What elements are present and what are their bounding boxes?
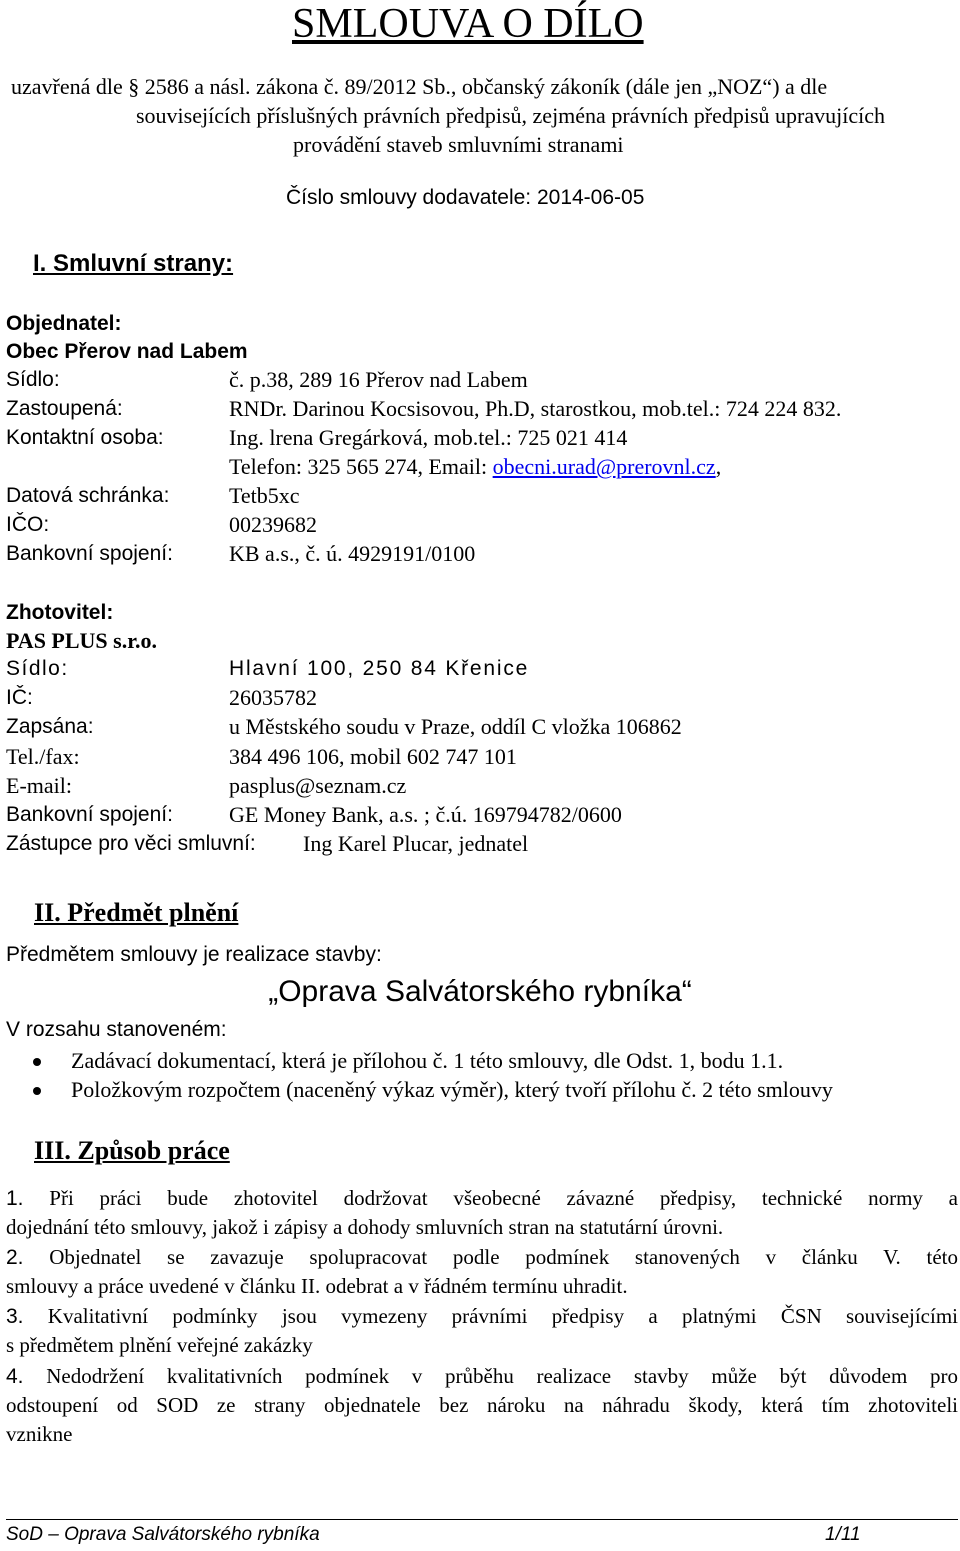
zhotovitel-bank-label: Bankovní spojení: [6,803,173,826]
footer-page-number: 1/11 [825,1524,861,1545]
email-trailing-comma: , [715,454,722,479]
paragraph-1-line-1 [6,1184,958,1213]
paragraph-4-text-1: Nedodržení kvalitativních podmínek v průběhu realizace stavby může být důvodem pro [46,1364,958,1388]
paragraph-2-number: 2. [6,1246,24,1269]
zhotovitel-sidlo-value: Hlavní 100, 250 84 Křenice [229,657,530,680]
zhotovitel-email-value: pasplus@seznam.cz [229,773,407,798]
section-3-heading: III. Způsob práce [34,1136,230,1165]
zhotovitel-label: Zhotovitel: [6,601,114,624]
zhotovitel-sidlo-label: Sídlo: [6,657,69,680]
objednatel-sidlo-value: č. p.38, 289 16 Přerov nad Labem [229,367,528,392]
paragraph-4-line-1 [6,1362,958,1391]
objednatel-zastoupena-label: Zastoupená: [6,397,123,420]
intro-line-2: souvisejících příslušných právních předpisů, zejména právních předpisů upravujících [136,103,886,128]
objednatel-name: Obec Přerov nad Labem [6,340,248,363]
objednatel-datova-label: Datová schránka: [6,484,170,507]
project-title: „Oprava Salvátorského rybníka“ [268,975,692,1008]
zhotovitel-ic-value: 26035782 [229,685,317,710]
paragraph-3-line-1 [6,1302,958,1331]
phone-email-text: Telefon: 325 565 274, Email: [229,454,493,479]
objednatel-sidlo-label: Sídlo: [6,368,60,391]
paragraph-4-line-3: vznikne [6,1422,73,1446]
paragraph-1 [6,1184,958,1242]
paragraph-3-number: 3. [6,1305,24,1328]
objednatel-datova-value: Tetb5xc [229,483,300,508]
scope-bullet-1: Zadávací dokumentací, která je přílohou č. 1 této smlouvy, dle Odst. 1, bodu 1.1. [71,1048,784,1073]
zhotovitel-tel-label: Tel./fax: [6,744,80,769]
contract-number: Číslo smlouvy dodavatele: 2014-06-05 [286,186,645,209]
paragraph-1-text-1: Při práci bude zhotovitel dodržovat všeobecné závazné předpisy, technické normy a [49,1186,958,1210]
paragraph-2-line-1 [6,1243,958,1272]
objednatel-phone-line [229,454,721,480]
footer-rule [6,1519,958,1520]
objednatel-label: Objednatel: [6,312,122,335]
paragraph-4 [6,1362,958,1449]
section-2-lead: Předmětem smlouvy je realizace stavby: [6,943,382,966]
document-title: SMLOUVA O DÍLO [292,1,644,47]
paragraph-1-line-2: dojednání této smlouvy, jakož i zápisy a dohody smluvních stran na statutární úrovni. [6,1215,724,1239]
section-1-heading: I. Smluvní strany: [33,250,234,277]
zhotovitel-tel-value: 384 496 106, mobil 602 747 101 [229,744,517,769]
bullet-1-dot [33,1058,41,1066]
paragraph-3 [6,1302,958,1360]
email-link[interactable]: obecni.urad@prerovnl.cz [492,454,716,479]
scope-bullet-2: Položkovým rozpočtem (naceněný výkaz výměr), který tvoří přílohu č. 2 této smlouvy [71,1077,833,1102]
zhotovitel-zapsana-value: u Městského soudu v Praze, oddíl C vložka 106862 [229,714,682,739]
objednatel-ico-value: 00239682 [229,512,317,537]
paragraph-1-number: 1. [6,1187,24,1210]
zhotovitel-rep-value: Ing Karel Plucar, jednatel [303,831,529,856]
zhotovitel-bank-value: GE Money Bank, a.s. ; č.ú. 169794782/0600 [229,802,622,827]
paragraph-3-text-1: Kvalitativní podmínky jsou vymezeny právními předpisy a platnými ČSN souvisejícími [47,1304,959,1328]
objednatel-bank-value: KB a.s., č. ú. 4929191/0100 [229,541,476,566]
zhotovitel-name: PAS PLUS s.r.o. [6,628,157,653]
intro-line-1: uzavřená dle § 2586 a násl. zákona č. 89/2012 Sb., občanský zákoník (dále jen „NOZ“) a dle [11,74,828,99]
paragraph-3-line-2: s předmětem plnění veřejné zakázky [6,1333,313,1357]
zhotovitel-rep-label: Zástupce pro věci smluvní: [6,832,256,855]
footer-title: SoD – Oprava Salvátorského rybníka [6,1524,320,1545]
intro-line-3: provádění staveb smluvními stranami [293,132,624,157]
bullet-2-dot [33,1087,41,1095]
zhotovitel-email-label: E-mail: [6,773,72,798]
paragraph-2-line-2: smlouvy a práce uvedené v článku II. odebrat a v řádném termínu uhradit. [6,1274,628,1298]
objednatel-bank-label: Bankovní spojení: [6,542,173,565]
objednatel-kontakt-label: Kontaktní osoba: [6,426,164,449]
paragraph-4-line-2: odstoupení od SOD ze strany objednatele bez nároku na náhradu škody, která tím zhotoviteli [6,1393,958,1417]
paragraph-2-text-1: Objednatel se zavazuje spolupracovat podle podmínek stanovených v článku V. této [49,1245,958,1269]
paragraph-4-number: 4. [6,1365,24,1388]
paragraph-2 [6,1243,958,1301]
scope-label: V rozsahu stanoveném: [6,1018,227,1041]
objednatel-kontakt-value: Ing. lrena Gregárková, mob.tel.: 725 021 414 [229,425,628,450]
zhotovitel-ic-label: IČ: [6,686,33,709]
objednatel-ico-label: IČO: [6,513,50,536]
zhotovitel-zapsana-label: Zapsána: [6,715,94,738]
section-2-heading: II. Předmět plnění [34,898,239,927]
objednatel-zastoupena-value: RNDr. Darinou Kocsisovou, Ph.D, starostkou, mob.tel.: 724 224 832. [229,396,842,421]
